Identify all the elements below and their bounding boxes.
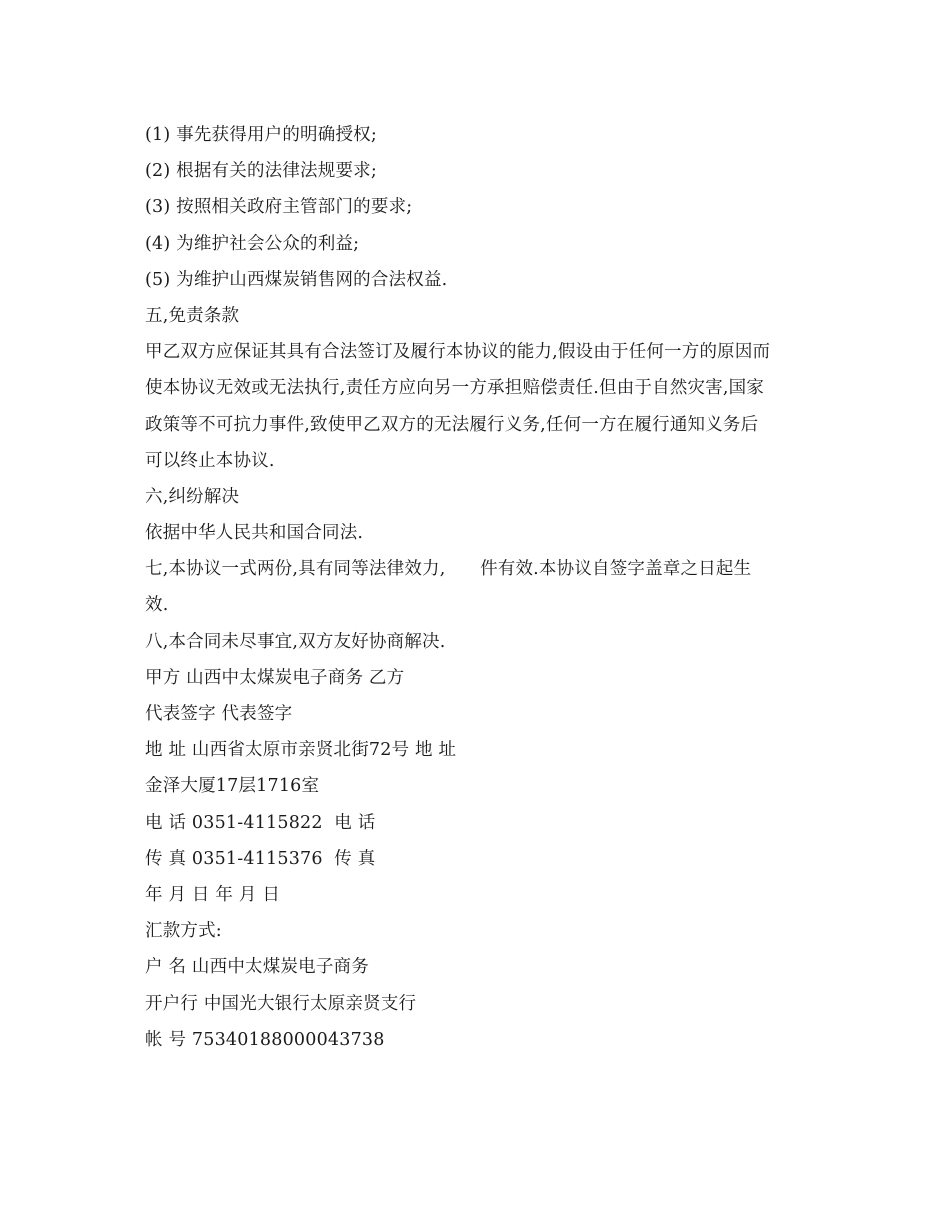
section-7-line-1: 七,本协议一式两份,具有同等法律效力, 件有效.本协议自签字盖章之日起生 <box>145 559 752 580</box>
section-5-body-line-4: 可以终止本协议. <box>145 450 275 471</box>
address-line-2: 金泽大厦17层1716室 <box>145 776 320 797</box>
section-6-body: 依据中华人民共和国合同法. <box>145 523 364 544</box>
section-6-heading: 六,纠纷解决 <box>145 486 240 507</box>
remittance-heading: 汇款方式: <box>145 921 222 942</box>
address-line-1: 地 址 山西省太原市亲贤北街72号 地 址 <box>145 740 457 761</box>
account-name: 户 名 山西中太煤炭电子商务 <box>145 957 369 978</box>
section-7-line-2: 效. <box>145 595 169 616</box>
item-3-government-requirements: (3) 按照相关政府主管部门的要求; <box>145 197 413 218</box>
account-number: 帐 号 75340188000043738 <box>145 1029 385 1050</box>
fax-line: 传 真 0351-4115376 传 真 <box>145 848 376 869</box>
phone-line: 电 话 0351-4115822 电 话 <box>145 812 376 833</box>
bank-name: 开户行 中国光大银行太原亲贤支行 <box>145 993 417 1014</box>
representative-signatures: 代表签字 代表签字 <box>145 704 293 724</box>
document-page <box>145 117 810 1058</box>
item-2-legal-requirements: (2) 根据有关的法律法规要求; <box>145 161 377 182</box>
section-5-body-line-3: 政策等不可抗力事件,致使甲乙双方的无法履行义务,任何一方在履行通知义务后 <box>145 414 759 435</box>
date-line: 年 月 日 年 月 日 <box>145 884 281 905</box>
section-8-line: 八,本合同未尽事宜,双方友好协商解决. <box>145 631 446 652</box>
section-5-body-line-1: 甲乙双方应保证其具有合法签订及履行本协议的能力,假设由于任何一方的原因而 <box>145 342 771 363</box>
party-names: 甲方 山西中太煤炭电子商务 乙方 <box>145 667 405 688</box>
section-5-heading: 五,免责条款 <box>145 305 240 326</box>
item-1-explicit-authorization: (1) 事先获得用户的明确授权; <box>145 125 377 145</box>
section-5-body-line-2: 使本协议无效或无法执行,责任方应向另一方承担赔偿责任.但由于自然灾害,国家 <box>145 378 765 399</box>
item-5-company-rights: (5) 为维护山西煤炭销售网的合法权益. <box>145 269 448 290</box>
item-4-public-interest: (4) 为维护社会公众的利益; <box>145 233 360 254</box>
